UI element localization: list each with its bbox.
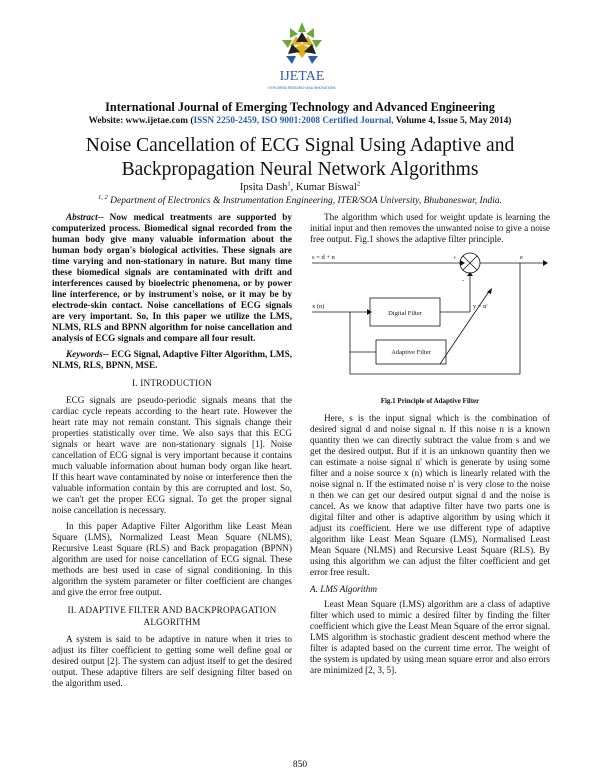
page-number: 850 [292,760,308,770]
right-paragraph-2: Here, s is the input signal which is the combination of desired signal d and noise signal n. If this noise n is a known quantity then we can directly subtract the value from s and we get the desired output. But if it is an unknown quantity then we can estimate a noise signal n' which is generate by using some filter and a noise source x (n) which is linearly related with the noise signal n. If the estimated noise n' is very close to the noise n then we can get our desired output signal d and the noise is cancel. As we know that adaptive filter have two parts one is digital filter and other is adaptive algorithm by using which it adjust its coefficient. Here we use different type of adaptive algorithm like Least Mean Square (LMS), Normalised Least Mean Square (NLMS) and Recursive Least Square (RLS). By using this algorithm we can adjust the filter coefficient and get error free result. [310,413,550,577]
left-column [52,212,292,694]
right-paragraph-3: Least Mean Square (LMS) algorithm are a class of adaptive filter which used to mimic a desired filter by finding the filter coefficient which give the Least Mean Square of the error signal. LMS algorithm is stochastic gradient descent method where the filter is adapted based on the current time error. The weight of the system is updated by using mean square error and also errors are minimized [2, 3, 5]. [310,599,550,675]
adaptive-filter-diagram [310,250,550,392]
label-n-prime: y = n' [473,303,488,310]
volume-issue: Volume 4, Issue 5, May 2014) [393,116,512,126]
figure-caption: Fig.1 Principle of Adaptive Filter [380,397,480,405]
abstract-text: -- Now medical treatments are supported by computerized process. Biomedical signal recorded from the human body give many valuable information about the human body organ's biological activities. These signals are time varying and non-stationary in nature. But many time these biomedical signals are contaminated with drift and interferences caused by bioelectric phenomena, or by power line interference, or by instrument's noise, or it may be by electrode-skin contact. Noise cancellations of ECG signals are very important. So, In this paper we utilize the LMS, NLMS, RLS and BPNN algorithm for noise cancellation and analysis of ECG signals and compare all four result. [52,212,292,343]
label-s: s = d + n [312,254,335,261]
author-list [0,182,600,193]
intro-paragraph-2: In this paper Adaptive Filter Algorithm like Least Mean Square (LMS), Normalized Least Mean Square (NLMS), Recursive Least Square (RLS) and Back propagation (BPNN) algorithm are used for noise cancellation of ECG signal. These methods are best used in case of signal conditioning. In this algorithm the system parameter or filter coefficient are changes and give the error free output. [52,521,292,597]
logo-tagline: EXPLORING RESEARCH AND INNOVATIONS [268,86,336,90]
journal-name: International Journal of Emerging Technology and Advanced Engineering [105,100,495,114]
section-heading-introduction: I. INTRODUCTION [131,378,213,388]
abstract [52,212,292,344]
logo-text: IJETAE [279,69,325,84]
affiliation-text: Department of Electronics & Instrumentation Engineering, ITER/SOA University, Bhubaneswar, India. [107,196,502,206]
section-heading-algorithm: ALGORITHM [143,617,201,627]
logo-emblem-icon [262,18,342,96]
label-digital-filter: Digital Filter [388,310,422,317]
label-plus: + [453,255,457,262]
label-x: x (n) [312,303,325,310]
affiliation [0,193,600,206]
keywords [52,349,292,371]
abstract-label: Abstract [66,212,98,222]
label-minus: - [462,277,465,284]
author-2-sup: 2 [356,180,361,188]
issn-text: ISSN 2250-2459, ISO 9001:2008 Certified Journal, [193,116,394,126]
affiliation-sup: 1, 2 [98,193,108,201]
section-heading-adaptive-filter: II. ADAPTIVE FILTER AND BACKPROPAGATION [67,605,277,615]
keywords-label: Keywords [66,349,103,359]
section2-paragraph-1: A system is said to be adaptive in nature when it tries to adjust its filter coefficient to getting some well define goal or desired output [2]. The system can adjust itself to get the desired output. These adaptive filters are self designing filter based on the algorithm used. [52,634,292,688]
author-1-sup: 1 [287,180,291,188]
journal-website-line [0,116,600,126]
author-1: Ipsita Dash [239,182,288,193]
paper-title: Noise Cancellation of ECG Signal Using Adaptive and Backpropagation Neural Network Algorithms [85,135,515,180]
intro-paragraph-1: ECG signals are pseudo-periodic signals means that the cardiac cycle repeats according to the heart rate. However the heart rate may not remain constant. This signals change their properties statistically over time. We also says that this ECG signals or heart wave are non-stationary signals [1]. Noise cancellation of ECG signal is very important because it contains much valuable information about human body organ like heart. If this heart wave contaminated by noise or interference then the valuable information contain by this are corrupted and lost. So, we can't get the proper ECG signal. To get the proper signal noise cancellation is necessary. [52,395,292,515]
journal-logo [262,18,342,96]
right-paragraph-1: The algorithm which used for weight update is learning the initial input and then removes the unwanted noise to give a noise free output. Fig.1 shows the adaptive filter principle. [310,212,550,244]
subsection-heading-lms: A. LMS Algorithm [310,584,377,594]
right-column [310,212,550,681]
label-e: e [520,254,523,261]
keywords-text: -- ECG Signal, Adaptive Filter Algorithm, LMS, NLMS, RLS, BPNN, MSE. [52,349,292,370]
author-2: , Kumar Biswal [290,182,357,193]
website-prefix: Website: www.ijetae.com ( [88,116,194,126]
label-adaptive-filter: Adaptive Filter [391,349,431,356]
